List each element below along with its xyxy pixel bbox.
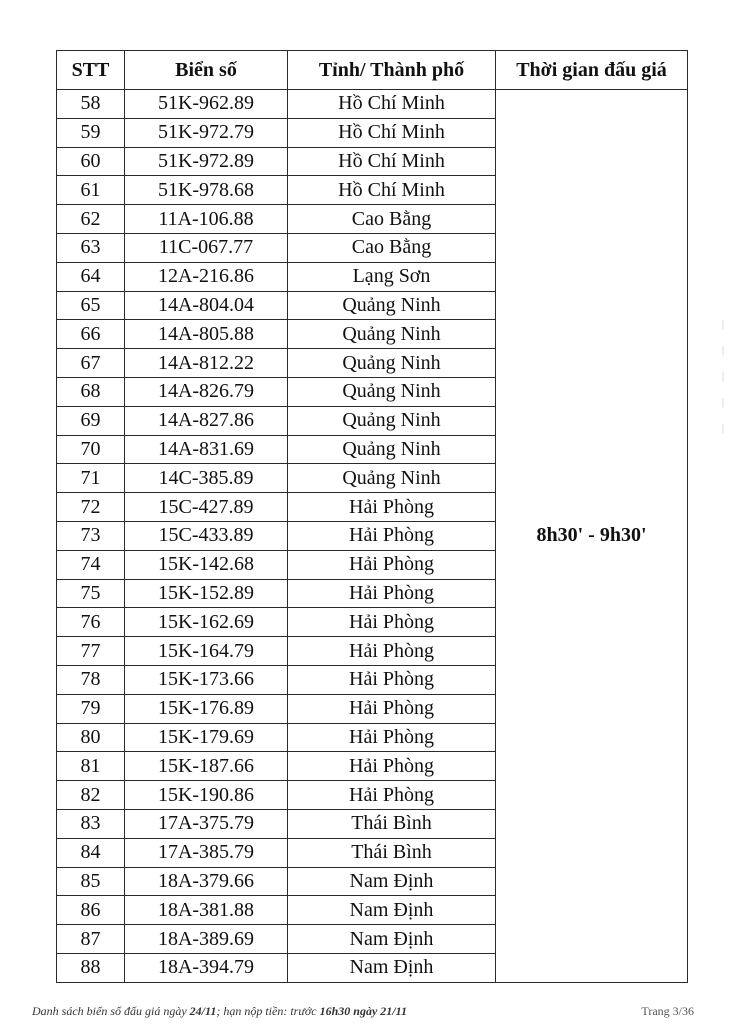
row-province: Hồ Chí Minh: [288, 118, 496, 147]
row-province: Hải Phòng: [288, 493, 496, 522]
row-province: Nam Định: [288, 925, 496, 954]
row-province: Nam Định: [288, 867, 496, 896]
row-stt: 76: [57, 608, 125, 637]
row-plate: 15K-142.68: [125, 550, 288, 579]
row-stt: 59: [57, 118, 125, 147]
row-plate: 15K-152.89: [125, 579, 288, 608]
header-stt: STT: [57, 51, 125, 90]
row-plate: 51K-972.89: [125, 147, 288, 176]
row-province: Hải Phòng: [288, 752, 496, 781]
row-plate: 15K-162.69: [125, 608, 288, 637]
row-stt: 64: [57, 262, 125, 291]
page-number: Trang 3/36: [641, 1004, 694, 1018]
row-plate: 18A-394.79: [125, 953, 288, 982]
row-province: Lạng Sơn: [288, 262, 496, 291]
row-plate: 14A-826.79: [125, 377, 288, 406]
row-stt: 77: [57, 637, 125, 666]
footer-note: [32, 1004, 407, 1019]
row-stt: 78: [57, 665, 125, 694]
row-province: Hồ Chí Minh: [288, 176, 496, 205]
row-stt: 74: [57, 550, 125, 579]
table-row: [57, 90, 688, 119]
row-province: Quảng Ninh: [288, 349, 496, 378]
row-stt: 71: [57, 464, 125, 493]
row-plate: 14A-804.04: [125, 291, 288, 320]
row-province: Hải Phòng: [288, 723, 496, 752]
row-province: Hải Phòng: [288, 608, 496, 637]
row-plate: 14C-385.89: [125, 464, 288, 493]
row-province: Thái Bình: [288, 838, 496, 867]
row-province: Hải Phòng: [288, 694, 496, 723]
row-province: Hải Phòng: [288, 637, 496, 666]
row-province: Quảng Ninh: [288, 377, 496, 406]
row-stt: 62: [57, 205, 125, 234]
footer-note-prefix: Danh sách biển số đấu giá ngày: [32, 1004, 187, 1018]
row-plate: 14A-827.86: [125, 406, 288, 435]
row-stt: 86: [57, 896, 125, 925]
row-province: Hồ Chí Minh: [288, 90, 496, 119]
header-plate: Biển số: [125, 51, 288, 90]
row-plate: 14A-831.69: [125, 435, 288, 464]
header-time: Thời gian đấu giá: [496, 51, 688, 90]
row-plate: 12A-216.86: [125, 262, 288, 291]
row-stt: 87: [57, 925, 125, 954]
row-province: Hải Phòng: [288, 781, 496, 810]
row-plate: 11A-106.88: [125, 205, 288, 234]
row-stt: 81: [57, 752, 125, 781]
row-province: Hải Phòng: [288, 550, 496, 579]
row-stt: 88: [57, 953, 125, 982]
auction-time-cell: 8h30' - 9h30': [496, 90, 688, 983]
row-province: Quảng Ninh: [288, 406, 496, 435]
row-stt: 70: [57, 435, 125, 464]
row-stt: 69: [57, 406, 125, 435]
row-plate: 51K-972.79: [125, 118, 288, 147]
row-stt: 75: [57, 579, 125, 608]
row-plate: 15K-176.89: [125, 694, 288, 723]
row-plate: 15K-190.86: [125, 781, 288, 810]
row-plate: 51K-978.68: [125, 176, 288, 205]
row-plate: 15C-427.89: [125, 493, 288, 522]
table-body: [57, 90, 688, 983]
row-plate: 11C-067.77: [125, 233, 288, 262]
row-stt: 84: [57, 838, 125, 867]
row-stt: 67: [57, 349, 125, 378]
license-plate-table: [56, 50, 688, 983]
row-province: Quảng Ninh: [288, 435, 496, 464]
row-plate: 18A-379.66: [125, 867, 288, 896]
row-province: Hồ Chí Minh: [288, 147, 496, 176]
row-stt: 80: [57, 723, 125, 752]
row-province: Nam Định: [288, 953, 496, 982]
row-plate: 15C-433.89: [125, 521, 288, 550]
row-plate: 18A-381.88: [125, 896, 288, 925]
row-plate: 17A-375.79: [125, 809, 288, 838]
row-stt: 61: [57, 176, 125, 205]
row-province: Hải Phòng: [288, 579, 496, 608]
row-plate: 14A-805.88: [125, 320, 288, 349]
row-plate: 51K-962.89: [125, 90, 288, 119]
scan-edge-marks: | | | | |: [721, 319, 724, 434]
footer-note-middle: ; hạn nộp tiền: trước: [216, 1004, 317, 1018]
row-province: Hải Phòng: [288, 665, 496, 694]
row-stt: 85: [57, 867, 125, 896]
row-plate: 18A-389.69: [125, 925, 288, 954]
row-plate: 15K-179.69: [125, 723, 288, 752]
row-stt: 58: [57, 90, 125, 119]
table-header-row: [57, 51, 688, 90]
row-province: Quảng Ninh: [288, 320, 496, 349]
row-province: Cao Bằng: [288, 233, 496, 262]
row-stt: 60: [57, 147, 125, 176]
row-stt: 66: [57, 320, 125, 349]
row-stt: 65: [57, 291, 125, 320]
row-plate: 14A-812.22: [125, 349, 288, 378]
row-stt: 63: [57, 233, 125, 262]
row-stt: 82: [57, 781, 125, 810]
row-stt: 73: [57, 521, 125, 550]
row-stt: 79: [57, 694, 125, 723]
row-province: Nam Định: [288, 896, 496, 925]
row-stt: 83: [57, 809, 125, 838]
header-province: Tỉnh/ Thành phố: [288, 51, 496, 90]
row-stt: 72: [57, 493, 125, 522]
row-stt: 68: [57, 377, 125, 406]
row-plate: 17A-385.79: [125, 838, 288, 867]
row-plate: 15K-164.79: [125, 637, 288, 666]
row-plate: 15K-173.66: [125, 665, 288, 694]
footer-auction-date: 24/11: [189, 1004, 217, 1018]
row-plate: 15K-187.66: [125, 752, 288, 781]
row-province: Quảng Ninh: [288, 464, 496, 493]
row-province: Hải Phòng: [288, 521, 496, 550]
row-province: Cao Bằng: [288, 205, 496, 234]
footer-deadline: 16h30 ngày 21/11: [319, 1004, 407, 1018]
row-province: Thái Bình: [288, 809, 496, 838]
row-province: Quảng Ninh: [288, 291, 496, 320]
